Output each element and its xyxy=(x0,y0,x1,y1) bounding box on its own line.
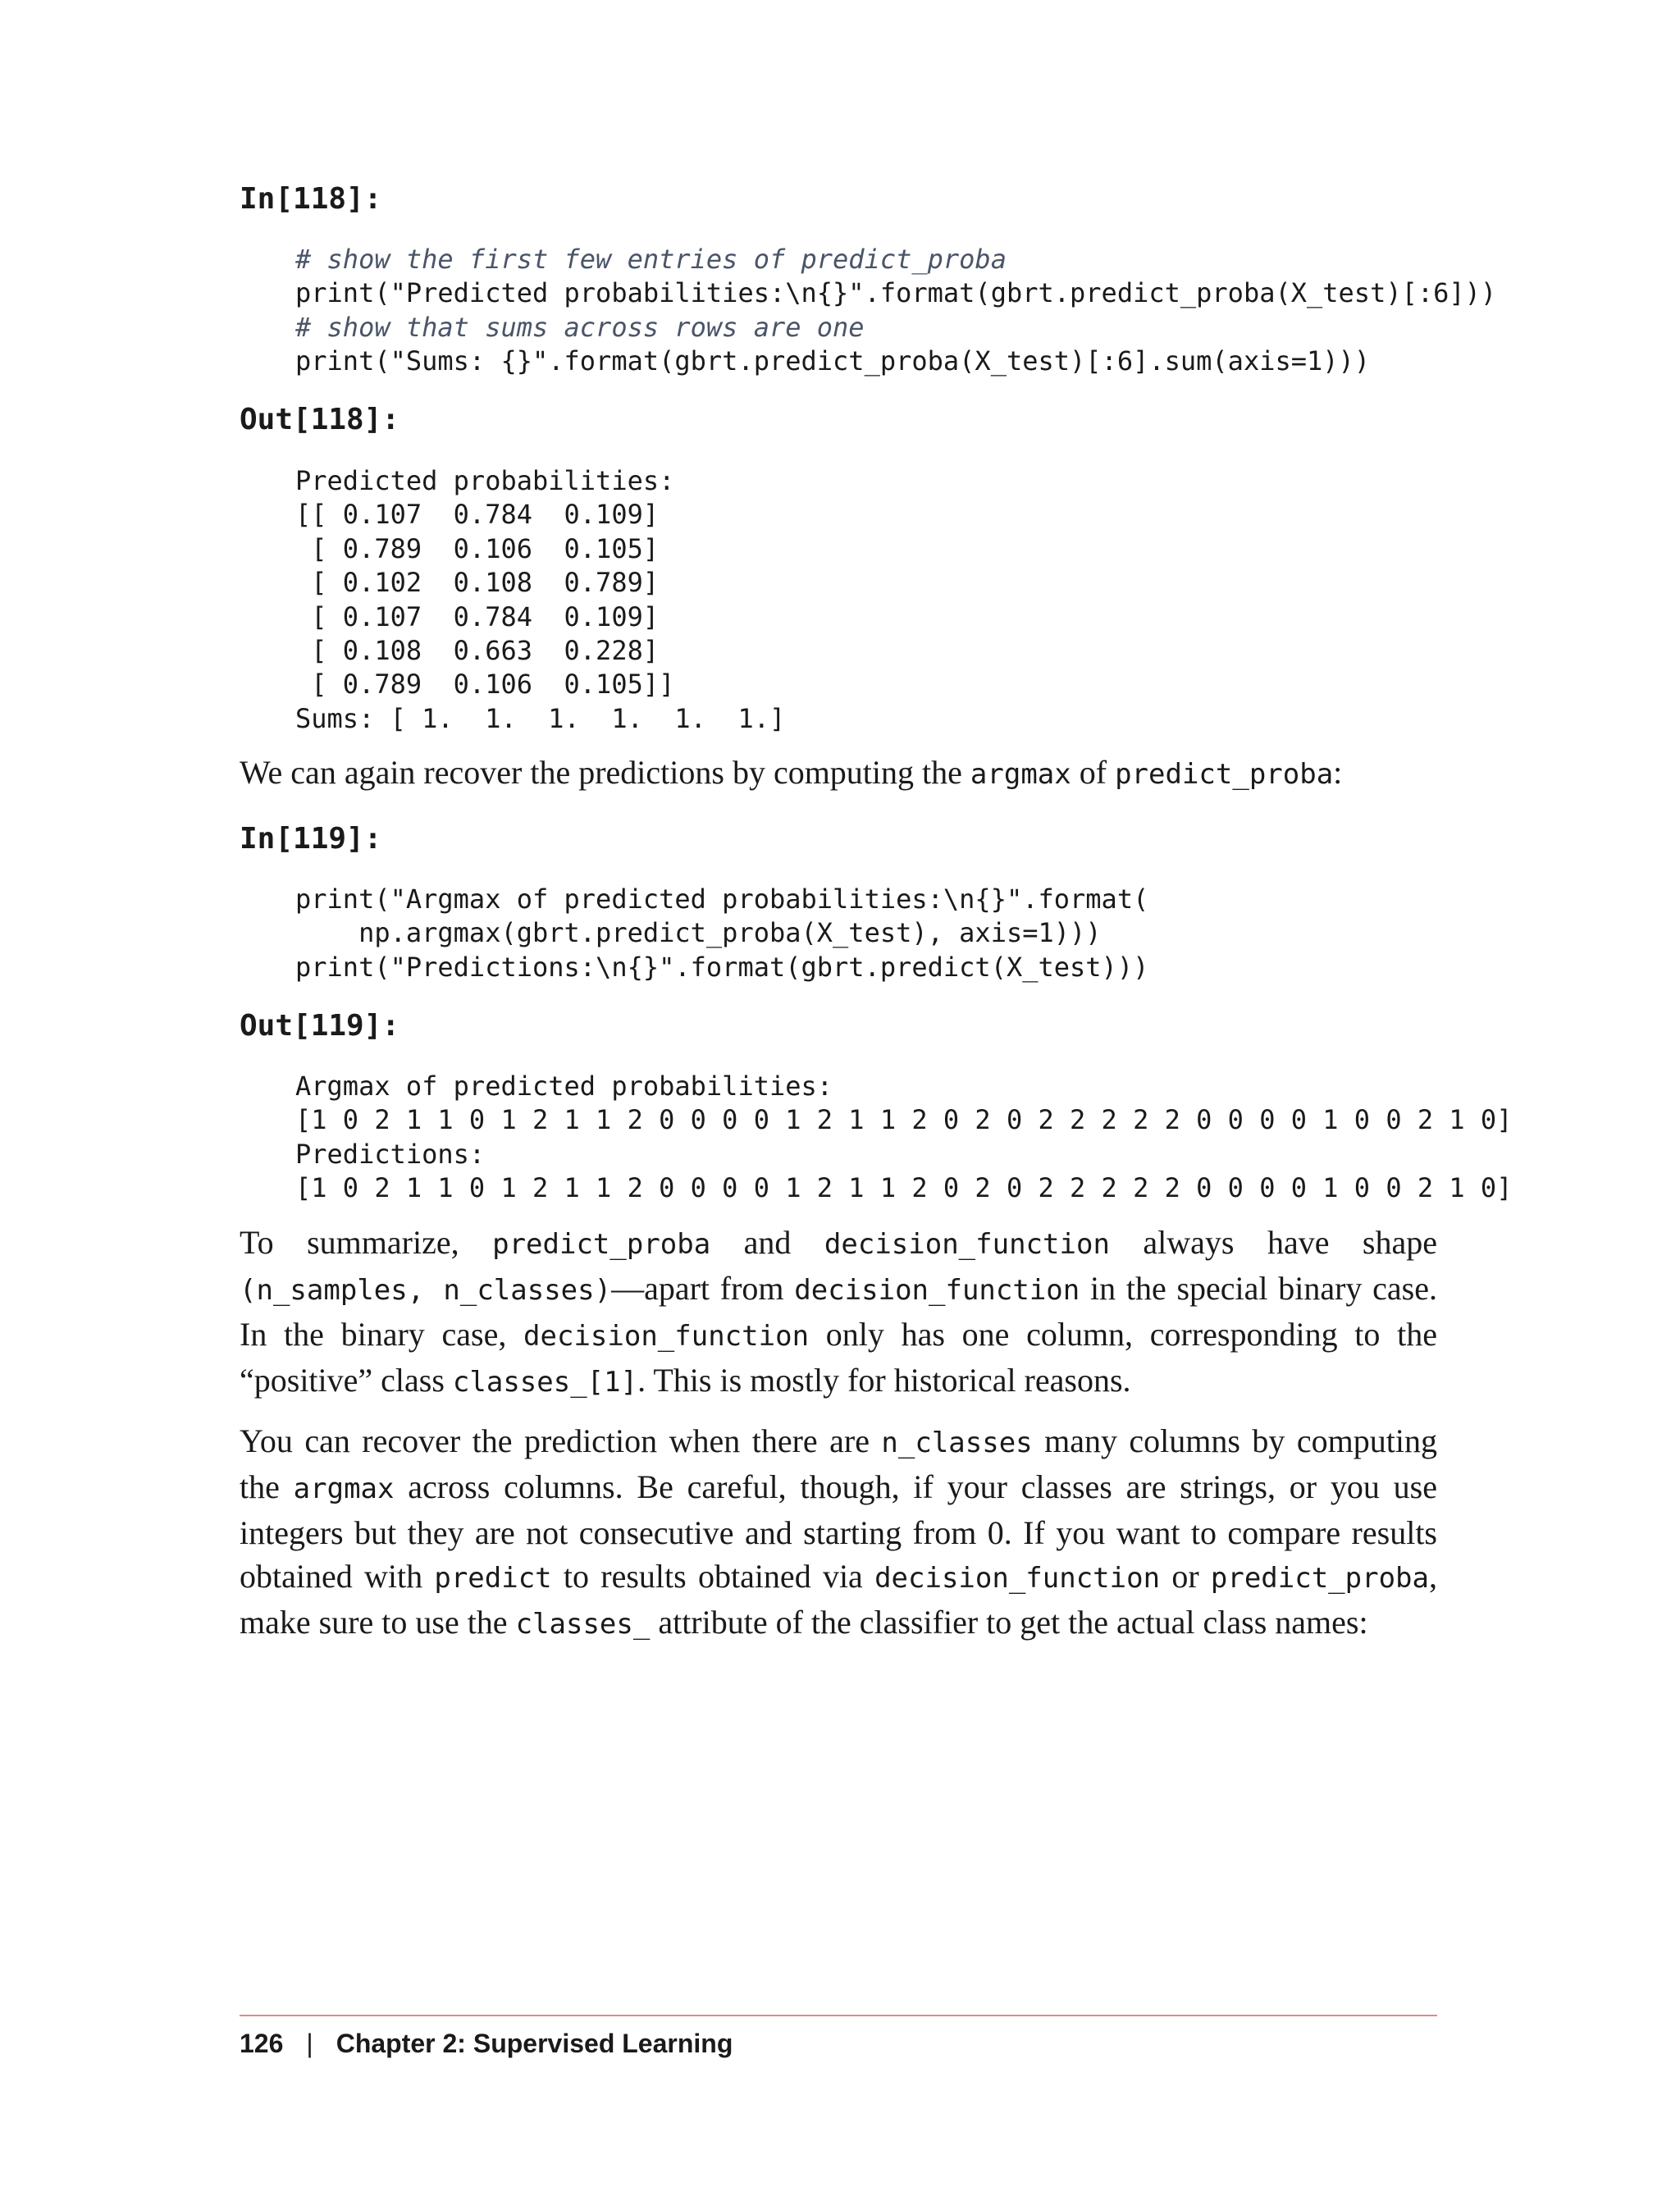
text-run: You can recover the prediction when there are xyxy=(240,1422,882,1459)
text-run: to results obtained via xyxy=(551,1558,875,1595)
body-paragraph xyxy=(240,1221,1437,1404)
body-paragraph xyxy=(240,1419,1437,1646)
text-run: —apart from xyxy=(611,1270,795,1307)
output-line: [ 0.102 0.108 0.789] xyxy=(295,567,660,599)
output-line: [ 0.789 0.106 0.105]] xyxy=(295,669,675,701)
code-line: np.argmax(gbrt.predict_proba(X_test), axis=1))) xyxy=(295,917,1102,949)
text-run: or xyxy=(1160,1558,1211,1595)
output-line: Predicted probabilities: xyxy=(295,465,675,496)
text-run: always have shape xyxy=(1109,1224,1438,1261)
text-run: : xyxy=(1333,754,1343,791)
inline-code: decision_function xyxy=(523,1320,810,1353)
code-line: print("Argmax of predicted probabilities:\n{}".format( xyxy=(295,883,1149,915)
inline-code: predict_proba xyxy=(492,1228,711,1261)
body-paragraph xyxy=(240,751,1437,797)
inline-code: decision_function xyxy=(874,1562,1161,1595)
output-line: [1 0 2 1 1 0 1 2 1 1 2 0 0 0 0 1 2 1 1 2 0 2 0 2 2 2 2 2 0 0 0 0 1 0 0 2 1 0] xyxy=(295,1172,1513,1204)
inline-code: predict_proba xyxy=(1115,758,1334,791)
text-run: and xyxy=(710,1224,824,1261)
text-run: in the special binary case. In the binary case, xyxy=(240,1270,1437,1353)
footer-rule xyxy=(240,2015,1437,2016)
output-line: [1 0 2 1 1 0 1 2 1 1 2 0 0 0 0 1 2 1 1 2 0 2 0 2 2 2 2 2 0 0 0 0 1 0 0 2 1 0] xyxy=(295,1104,1513,1136)
input-label: In[119]: xyxy=(240,822,382,856)
text-run: of xyxy=(1071,754,1116,791)
inline-code: decision_function xyxy=(824,1228,1110,1261)
page-footer xyxy=(240,2026,733,2061)
code-block xyxy=(295,243,1496,379)
text-run: , make sure to use the xyxy=(240,1558,1437,1641)
output-block xyxy=(295,1070,1512,1206)
code-line: print("Predicted probabilities:\n{}".format(gbrt.predict_proba(X_test)[:6])) xyxy=(295,277,1497,309)
output-line: [[ 0.107 0.784 0.109] xyxy=(295,499,660,531)
text-run: To summarize, xyxy=(240,1224,493,1261)
inline-code: classes_[1] xyxy=(452,1366,638,1399)
inline-code: (n_samples, n_classes) xyxy=(240,1274,612,1307)
inline-code: argmax xyxy=(970,758,1071,791)
inline-code: classes_ xyxy=(515,1608,651,1641)
output-line: Sums: [ 1. 1. 1. 1. 1. 1.] xyxy=(295,702,786,734)
code-comment: # show that sums across rows are one xyxy=(295,311,865,343)
text-run: We can again recover the predictions by computing the xyxy=(240,754,970,791)
code-block xyxy=(295,883,1148,984)
inline-code: n_classes xyxy=(881,1427,1033,1459)
output-label: Out[118]: xyxy=(240,403,400,436)
inline-code: decision_function xyxy=(794,1274,1080,1307)
output-line: [ 0.789 0.106 0.105] xyxy=(295,532,660,564)
footer-separator: | xyxy=(306,2029,313,2058)
output-line: [ 0.108 0.663 0.228] xyxy=(295,635,660,667)
text-run: many columns by computing the xyxy=(240,1422,1437,1505)
text-run: across columns. Be careful, though, if your classes are strings, or you use integers but they are not consecutive and starting from 0. If you want to compare results obtained with xyxy=(240,1468,1437,1595)
output-block xyxy=(295,464,785,736)
code-line: print("Predictions:\n{}".format(gbrt.predict(X_test))) xyxy=(295,951,1149,983)
page-number: 126 xyxy=(240,2029,284,2058)
input-label: In[118]: xyxy=(240,182,382,216)
output-line: Argmax of predicted probabilities: xyxy=(295,1071,833,1102)
code-line: print("Sums: {}".format(gbrt.predict_proba(X_test)[:6].sum(axis=1))) xyxy=(295,345,1371,377)
code-comment: # show the first few entries of predict_proba xyxy=(295,244,1007,275)
text-run: . This is mostly for historical reasons. xyxy=(637,1362,1131,1399)
output-line: [ 0.107 0.784 0.109] xyxy=(295,600,660,632)
inline-code: argmax xyxy=(293,1472,395,1505)
inline-code: predict_proba xyxy=(1210,1562,1429,1595)
text-run: only has one column, corresponding to the “positive” class xyxy=(240,1316,1437,1399)
inline-code: predict xyxy=(434,1562,552,1595)
output-label: Out[119]: xyxy=(240,1009,400,1043)
chapter-title: Chapter 2: Supervised Learning xyxy=(336,2029,733,2058)
output-line: Predictions: xyxy=(295,1138,486,1170)
text-run: attribute of the classifier to get the actual class names: xyxy=(650,1604,1368,1641)
